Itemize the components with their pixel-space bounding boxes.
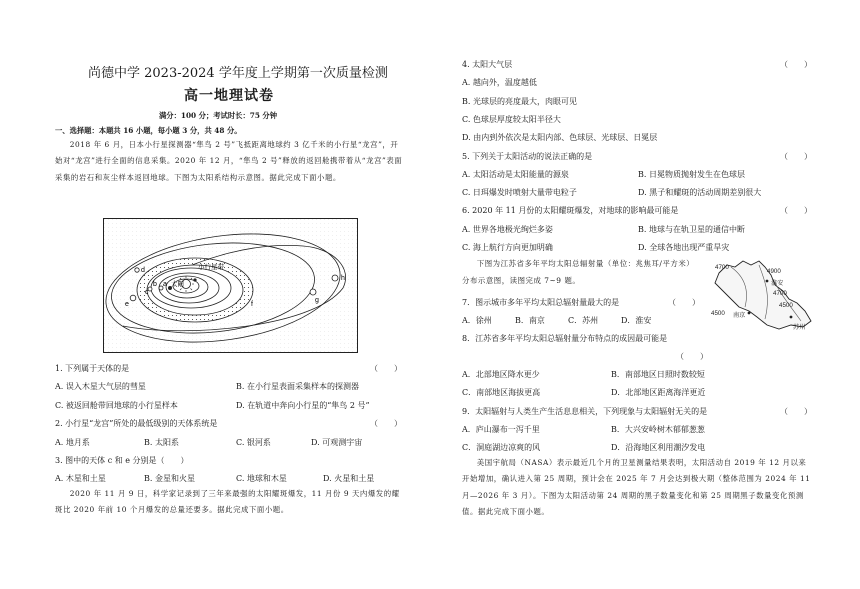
q2-paren: （ ） — [370, 419, 402, 428]
q7-option-d[interactable]: D．淮安 — [621, 316, 652, 325]
q8-option-d[interactable]: D．北部地区距离海洋更近 — [611, 388, 706, 397]
q5-option-d[interactable]: D. 黑子和耀斑的活动周期差别很大 — [638, 188, 762, 197]
q1-option-b[interactable]: B. 在小行星表面采集样本的探测器 — [236, 382, 359, 391]
q4-option-b[interactable]: B. 光球层的亮度最大，肉眼可见 — [462, 97, 577, 106]
q6-option-a[interactable]: A. 世界各地极光绚烂多姿 — [462, 225, 553, 234]
q9-option-c[interactable]: C．洞庭湖边凉爽的风 — [462, 443, 541, 452]
q2-option-d[interactable]: D. 可观测宇宙 — [311, 438, 363, 447]
map-place-suzhou: 苏州 — [793, 324, 806, 331]
map-value-3: 4700 — [773, 290, 787, 297]
paper-title: 高一地理试卷 — [184, 88, 274, 104]
q4-option-a[interactable]: A. 越向外，温度越低 — [462, 78, 537, 87]
intro-paragraph-q4: 2020 年 11 月 9 日，科学家记录到了三年来最强的太阳耀斑爆发，11 月份 9 天内爆发的耀斑比 2020 年前 10 个月爆发的总量还要多。据此完成下面小题。 — [55, 489, 400, 515]
q6-option-d[interactable]: D. 全球各地出现严重旱灾 — [638, 243, 730, 252]
q1-option-d[interactable]: D. 在轨道中奔向小行星的“隼鸟 2 号” — [236, 401, 370, 410]
q2-stem: 2. 小行星“龙宫”所处的最低级别的天体系统是 — [55, 419, 218, 428]
q5-paren: （ ） — [780, 152, 812, 161]
q5-stem: 5. 下列关于太阳活动的说法正确的是 — [462, 152, 593, 161]
q6-option-b[interactable]: B. 地球与在轨卫星的通信中断 — [638, 225, 745, 234]
map-value-4: 4500 — [711, 310, 725, 317]
map-place-huaian: 淮安 — [771, 280, 784, 287]
q2-option-b[interactable]: B. 太阳系 — [144, 438, 179, 447]
q6-option-c[interactable]: C. 海上航行方向更加明确 — [462, 243, 553, 252]
q9-option-d[interactable]: D．沿海地区利用潮汐发电 — [611, 443, 706, 452]
label-d: d — [141, 267, 145, 274]
q1-option-c[interactable]: C. 被返回舱带回地球的小行星样本 — [55, 401, 178, 410]
q8-option-a[interactable]: A．北部地区降水更少 — [462, 370, 540, 379]
q5-option-b[interactable]: B. 日冕物质抛射发生在色球层 — [638, 170, 745, 179]
q3-option-c[interactable]: C. 地球和木星 — [236, 474, 287, 483]
q1-stem: 1. 下列属于天体的是 — [55, 364, 130, 373]
map-place-nanjing: 南京 — [733, 312, 746, 319]
q9-option-b[interactable]: B．大兴安岭树木郁郁葱葱 — [611, 425, 705, 434]
q4-option-c[interactable]: C. 色球层厚度较太阳半径大 — [462, 115, 561, 124]
q7-option-a[interactable]: A．徐州 — [462, 316, 492, 325]
q9-option-a[interactable]: A．庐山瀑布一泻千里 — [462, 425, 540, 434]
q9-paren: （ ） — [780, 407, 812, 416]
q1-option-a[interactable]: A. 误入木星大气层的彗星 — [55, 382, 146, 391]
intro-paragraph-q10: 美国宇航局（NASA）表示最近几个月的卫星测量结果表明，太阳活动自 2019 年 12 月以来开始增加，确认进入第 25 周期，预计会在 2025 年 7 月会达到极大期（整体范围为 2024 年 11 月—2026 年 3 月）。下图为太阳活动第 24 周期的黑子数量变化和第 25 周期黑子数量变化预测值。据此完成下面小题。 — [462, 458, 811, 516]
belt-label: 小行星带 — [198, 264, 224, 271]
label-g: g — [315, 297, 319, 304]
q3-option-b[interactable]: B. 金星和火星 — [144, 474, 195, 483]
section-heading: 一、选择题：本题共 16 小题，每小题 3 分，共 48 分。 — [55, 126, 242, 135]
jiangsu-radiation-map — [705, 255, 823, 333]
q1-paren: （ ） — [370, 364, 402, 373]
intro-paragraph-1: 2018 年 6 月，日本小行星探测器“隼鸟 2 号”飞抵距离地球约 3 亿千米的小行星“龙宫”，开始对“龙宫”进行全面的信息采集。2020 年 12 月，“隼鸟 2 号”释放的返回舱携带着从“龙宫”表面采集的岩石和灰尘样本返回地球。下图为太阳系结构示意图。据此完成下面小题。 — [55, 140, 403, 182]
q6-paren: （ ） — [780, 206, 812, 215]
q5-option-c[interactable]: C. 日珥爆发时喷射大量带电粒子 — [462, 188, 577, 197]
q7-option-b[interactable]: B．南京 — [515, 316, 545, 325]
q5-option-a[interactable]: A. 太阳活动是太阳能量的源泉 — [462, 170, 569, 179]
q4-stem: 4. 太阳大气层 — [462, 60, 513, 69]
label-h: h — [341, 275, 345, 282]
label-a: a — [163, 281, 167, 288]
q7-option-c[interactable]: C．苏州 — [568, 316, 599, 325]
q2-option-a[interactable]: A. 地月系 — [55, 438, 90, 447]
solar-system-diagram — [103, 218, 358, 353]
q8-paren: （ ） — [676, 352, 708, 361]
q4-option-d[interactable]: D. 由内到外依次是太阳内部、色球层、光球层、日冕层 — [462, 133, 658, 142]
label-e: e — [125, 301, 129, 308]
q8-stem: 8．江苏省多年平均太阳总辐射量分布特点的成因最可能是 — [462, 334, 668, 343]
q4-paren: （ ） — [780, 60, 812, 69]
exam-title: 尚德中学 2023-2024 学年度上学期第一次质量检测 — [88, 66, 388, 81]
label-b: b — [153, 281, 157, 288]
sun-label: 太阳 — [171, 281, 184, 288]
q8-option-c[interactable]: C．南部地区海拔更高 — [462, 388, 541, 397]
q3-option-a[interactable]: A. 木星和土星 — [55, 474, 106, 483]
label-f: f — [251, 301, 253, 308]
map-value-2: 4900 — [767, 268, 781, 275]
intro-paragraph-q7: 下图为江苏省多年平均太阳总辐射量（单位：兆焦耳/平方米）分布示意图，读图完成 7~9 题。 — [462, 259, 695, 285]
map-value-5: 4500 — [779, 302, 793, 309]
q3-stem: 3. 图中的天体 c 和 e 分别是（ ） — [55, 456, 189, 465]
q6-stem: 6. 2020 年 11 月份的太阳耀斑爆发，对地球的影响最可能是 — [462, 206, 679, 215]
q9-stem: 9．太阳辐射与人类生产生活息息相关，下列现象与太阳辐射无关的是 — [462, 407, 708, 416]
q8-option-b[interactable]: B．南部地区日照时数较短 — [611, 370, 705, 379]
label-c: c — [145, 289, 149, 296]
q7-paren: （ ） — [668, 298, 700, 307]
q3-option-d[interactable]: D. 火星和土星 — [323, 474, 375, 483]
q7-stem: 7．图示城市多年平均太阳总辐射量最大的是 — [462, 298, 620, 307]
map-value-1: 4700 — [715, 264, 729, 271]
score-info: 满分：100 分；考试时长：75 分钟 — [159, 111, 278, 120]
q2-option-c[interactable]: C. 银河系 — [236, 438, 271, 447]
